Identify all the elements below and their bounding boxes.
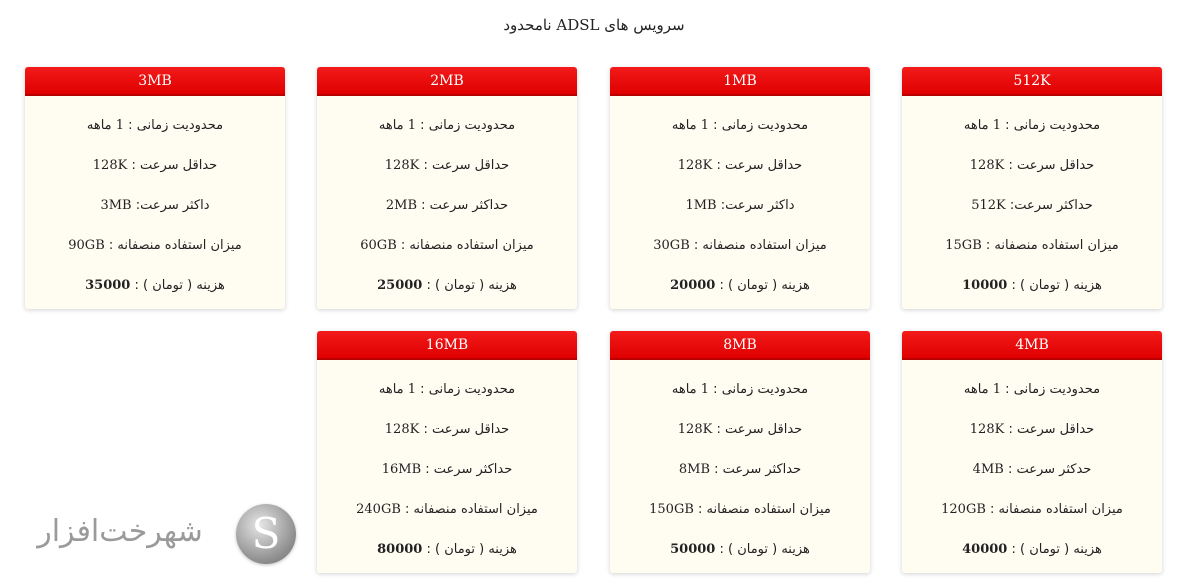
usage-row: [25, 238, 285, 278]
max-speed-label: حداکثر سرعت :: [417, 198, 509, 213]
max-speed-row: [902, 462, 1162, 502]
duration-row: [902, 118, 1162, 158]
plan-card-3mb: [25, 67, 285, 309]
max-speed-value: 1MB: [685, 198, 717, 213]
price-label: هزینه ( تومان ) :: [422, 542, 517, 557]
price-value: 50000: [670, 542, 716, 557]
plan-card-title: 2MB: [317, 67, 577, 96]
usage-row: [902, 238, 1162, 278]
site-logo: [10, 500, 300, 580]
max-speed-value: 8MB: [678, 462, 710, 477]
plan-card-title: 3MB: [25, 67, 285, 96]
plan-card-title: 8MB: [610, 331, 870, 360]
min-speed-label: حداقل سرعت :: [1004, 422, 1095, 437]
usage-value: 120GB: [941, 502, 986, 517]
plan-card-title: 4MB: [902, 331, 1162, 360]
price-value: 35000: [85, 278, 131, 293]
usage-value: 30GB: [653, 238, 690, 253]
duration-value: 1 ماهه: [671, 118, 710, 133]
duration-value: 1 ماهه: [671, 382, 710, 397]
price-row: [610, 278, 870, 309]
price-value: 20000: [670, 278, 716, 293]
max-speed-row: [317, 198, 577, 238]
usage-row: [610, 238, 870, 278]
logo-s-icon: S: [236, 504, 296, 564]
usage-row: [902, 502, 1162, 542]
usage-label: میزان استفاده منصفانه :: [985, 502, 1123, 517]
min-speed-label: حداقل سرعت :: [1004, 158, 1095, 173]
min-speed-label: حداقل سرعت :: [712, 158, 803, 173]
max-speed-value: 512K: [971, 198, 1006, 213]
max-speed-value: 3MB: [100, 198, 132, 213]
duration-value: 1 ماهه: [378, 118, 417, 133]
usage-label: میزان استفاده منصفانه :: [981, 238, 1119, 253]
min-speed-value: 128K: [969, 158, 1005, 173]
min-speed-row: [902, 158, 1162, 198]
max-speed-row: [610, 462, 870, 502]
price-row: [317, 278, 577, 309]
plan-card-1mb: [610, 67, 870, 309]
duration-row: [902, 382, 1162, 422]
usage-value: 240GB: [356, 502, 401, 517]
min-speed-value: 128K: [969, 422, 1005, 437]
max-speed-row: [610, 198, 870, 238]
plan-card-title: 512K: [902, 67, 1162, 96]
price-label: هزینه ( تومان ) :: [130, 278, 225, 293]
plan-card-2mb: [317, 67, 577, 309]
min-speed-value: 128K: [384, 422, 420, 437]
max-speed-label: حدکثر سرعت :: [1003, 462, 1092, 477]
usage-label: میزان استفاده منصفانه :: [693, 502, 831, 517]
max-speed-label: حداکثر سرعت :: [421, 462, 513, 477]
usage-label: میزان استفاده منصفانه :: [689, 238, 827, 253]
price-value: 10000: [962, 278, 1008, 293]
plan-card-16mb: [317, 331, 577, 573]
usage-value: 15GB: [945, 238, 982, 253]
duration-label: محدودیت زمانی :: [1001, 382, 1101, 397]
plan-card-title: 16MB: [317, 331, 577, 360]
max-speed-label: داکثر سرعت:: [716, 198, 795, 213]
max-speed-value: 2MB: [385, 198, 417, 213]
min-speed-label: حداقل سرعت :: [419, 158, 510, 173]
duration-label: محدودیت زمانی :: [416, 382, 516, 397]
price-label: هزینه ( تومان ) :: [715, 542, 810, 557]
max-speed-row: [25, 198, 285, 238]
duration-label: محدودیت زمانی :: [709, 382, 809, 397]
min-speed-value: 128K: [92, 158, 128, 173]
min-speed-row: [902, 422, 1162, 462]
min-speed-row: [610, 158, 870, 198]
min-speed-row: [610, 422, 870, 462]
max-speed-value: 16MB: [381, 462, 422, 477]
min-speed-row: [25, 158, 285, 198]
duration-row: [610, 382, 870, 422]
price-label: هزینه ( تومان ) :: [1007, 542, 1102, 557]
min-speed-row: [317, 422, 577, 462]
price-row: [902, 278, 1162, 309]
price-value: 80000: [377, 542, 423, 557]
duration-value: 1 ماهه: [963, 382, 1002, 397]
max-speed-label: حداکثر سرعت :: [710, 462, 802, 477]
usage-label: میزان استفاده منصفانه :: [396, 238, 534, 253]
duration-value: 1 ماهه: [86, 118, 125, 133]
duration-value: 1 ماهه: [378, 382, 417, 397]
min-speed-label: حداقل سرعت :: [127, 158, 218, 173]
price-label: هزینه ( تومان ) :: [715, 278, 810, 293]
max-speed-row: [317, 462, 577, 502]
duration-row: [317, 118, 577, 158]
duration-row: [610, 118, 870, 158]
plan-card-title: 1MB: [610, 67, 870, 96]
usage-value: 60GB: [360, 238, 397, 253]
max-speed-label: حداکثر سرعت:: [1005, 198, 1093, 213]
price-value: 25000: [377, 278, 423, 293]
usage-row: [317, 502, 577, 542]
price-label: هزینه ( تومان ) :: [422, 278, 517, 293]
price-row: [317, 542, 577, 573]
duration-label: محدودیت زمانی :: [124, 118, 224, 133]
min-speed-value: 128K: [677, 158, 713, 173]
usage-value: 90GB: [68, 238, 105, 253]
plan-card-8mb: [610, 331, 870, 573]
max-speed-label: داکثر سرعت:: [131, 198, 210, 213]
duration-row: [25, 118, 285, 158]
usage-row: [610, 502, 870, 542]
duration-label: محدودیت زمانی :: [1001, 118, 1101, 133]
min-speed-label: حداقل سرعت :: [712, 422, 803, 437]
usage-label: میزان استفاده منصفانه :: [400, 502, 538, 517]
min-speed-row: [317, 158, 577, 198]
price-row: [902, 542, 1162, 573]
max-speed-row: [902, 198, 1162, 238]
price-label: هزینه ( تومان ) :: [1007, 278, 1102, 293]
page-title: سرویس های ADSL نامحدود: [503, 16, 685, 34]
price-value: 40000: [962, 542, 1008, 557]
min-speed-value: 128K: [677, 422, 713, 437]
price-row: [610, 542, 870, 573]
usage-row: [317, 238, 577, 278]
plan-card-4mb: [902, 331, 1162, 573]
usage-value: 150GB: [649, 502, 694, 517]
min-speed-label: حداقل سرعت :: [419, 422, 510, 437]
logo-wordmark: شهر‌خت‌افزار: [37, 514, 203, 549]
usage-label: میزان استفاده منصفانه :: [104, 238, 242, 253]
min-speed-value: 128K: [384, 158, 420, 173]
duration-label: محدودیت زمانی :: [709, 118, 809, 133]
max-speed-value: 4MB: [972, 462, 1004, 477]
duration-row: [317, 382, 577, 422]
price-row: [25, 278, 285, 309]
duration-value: 1 ماهه: [963, 118, 1002, 133]
duration-label: محدودیت زمانی :: [416, 118, 516, 133]
plan-card-512k: [902, 67, 1162, 309]
